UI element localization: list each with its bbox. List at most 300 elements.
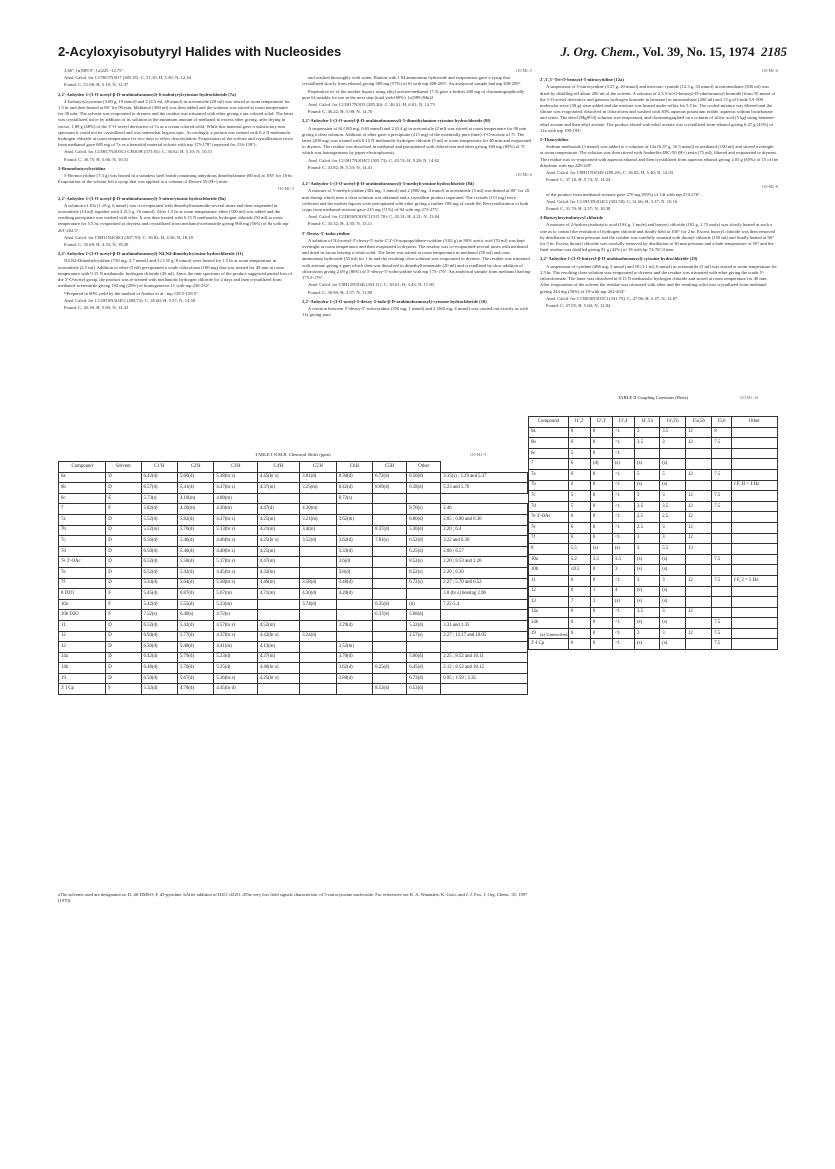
table-cell: 4.08(m)	[214, 493, 257, 504]
table-cell: 7d	[529, 501, 569, 512]
table-cell	[336, 525, 372, 536]
table-cell	[257, 684, 299, 695]
table-cell: 6.58(d)	[407, 483, 441, 494]
table-cell: 5.42(d)	[177, 567, 213, 578]
table-cell: 3.6(d)	[336, 557, 372, 568]
column-header: C5H	[373, 462, 407, 473]
section-heading: 5'-Deoxy-5'-iodocytidine	[302, 230, 350, 236]
table-cell	[373, 620, 407, 631]
table-cell: 0	[590, 501, 612, 512]
table-cell: 7.5	[712, 628, 731, 639]
table-cell: 2.27 ; 5.70 and 6.52	[441, 578, 528, 589]
table-cell: 5.76(d)	[177, 525, 213, 536]
table-cell: 2.5	[635, 522, 660, 533]
table-cell: 5	[568, 501, 590, 512]
paragraph: Found: C, 46.22; H, 5.98; N, 14.70	[308, 109, 373, 115]
table-cell: 5.36(br s)	[214, 673, 257, 684]
table-cell: 3	[660, 628, 686, 639]
table-cell: 2.27 ; 12.17 and 10.05	[441, 631, 528, 642]
paragraph: Found: C, 31.70; H, 3.57; N, 10.38	[546, 206, 611, 212]
table-cell	[731, 448, 777, 459]
table-cell: 5	[660, 469, 686, 480]
table-cell: 19	[529, 628, 569, 639]
table-row	[529, 512, 778, 523]
table-cell: 6.52(d)	[141, 557, 177, 568]
table-cell: 3.88(d)	[336, 673, 372, 684]
table-cell	[300, 663, 336, 674]
table-cell	[407, 493, 441, 504]
column-header: Solvent	[106, 462, 141, 473]
table-cell: 3.58(d)	[300, 578, 336, 589]
paragraph: Anal. Calcd. for C13H17N3O5Cl·CH3OH (375.81): C, 36.62; H, 5.10; N, 10.51	[64, 149, 213, 155]
table-cell: 7.5	[712, 618, 731, 629]
manuscript-ref: J10-ML-6	[761, 68, 778, 73]
table-cell	[300, 493, 336, 504]
table-cell: 3	[635, 544, 660, 555]
table-cell: 19	[59, 673, 106, 684]
table1-footnote: aThe solvents used are designated as: D, d6-DMSO; F, d5-pyridine. bAfter addition of D2O. cD2O. dThe very low field signals characteristic of 5-nitrocytosine nucleoside. For references see K. A. Watanabe, K. Goto, and J. J. Fox, J. Org. Chem., 35, 1997 (1970).	[58, 892, 528, 904]
table-cell	[336, 631, 372, 642]
table-cell: 3	[635, 491, 660, 502]
table-cell: 5.24(d)	[141, 578, 177, 589]
table-cell: 6	[568, 639, 590, 650]
paragraph: N4,N4-Dimethylcytidine (730 mg, 2.7 mmol) and 2 (1.35 g, 8 mmol) were heated for 1.5 hr at room temperature in acetonitrile (2.5 ml). Addition of ether (5 ml) precipitated a crude chloroform (160 mg) that was treated for 40 min at room temperature with 0.15 N methanolic hydrogen chloride (20 ml). Since the nmr spectrum of the product suggested partial loss of the 3'-O-acetyl group, the product was re-treated with methanolic hydrogen chloride for 2 days and then crystallized from methanol-acetonitrile giving 192 mg (28%) of homogeneous 11 with mp 230-232°.	[58, 258, 293, 289]
table-cell: 3	[660, 575, 686, 586]
table-cell: D	[106, 483, 141, 494]
table-cell: 3.5	[660, 427, 686, 438]
table-cell: 6.45(d)	[407, 663, 441, 674]
table-cell: 7e	[529, 522, 569, 533]
table-row	[529, 448, 778, 459]
paragraph: Anal. Calcd. for C17H17N5O7 (385.35): C, 51.10; H, 5.39; N, 12.34	[64, 75, 191, 81]
table-cell	[257, 493, 299, 504]
table-row	[59, 663, 528, 674]
table-cell: 2.46	[441, 504, 528, 515]
table-cell	[731, 544, 777, 555]
table-cell: 6.52(d)	[141, 620, 177, 631]
paragraph: Found: C, 43.82; H, 5.53; N, 14.41	[308, 164, 373, 170]
table-cell: (s)	[660, 586, 686, 597]
table-cell: 3.8(d)	[336, 567, 372, 578]
text-column-3	[540, 68, 778, 403]
table-cell: 2.06 ; 6.57	[441, 546, 528, 557]
table-cell	[373, 631, 407, 642]
table-row	[529, 618, 778, 629]
table-row	[529, 533, 778, 544]
column-header: Other	[731, 417, 777, 428]
table-row	[59, 610, 528, 621]
table-cell: 3.31 and 3.35	[441, 620, 528, 631]
table-cell: 3.4(m)	[300, 525, 336, 536]
table-cell: <1	[612, 427, 634, 438]
table-row	[59, 642, 528, 653]
table-cell	[407, 642, 441, 653]
table-cell: <1	[612, 448, 634, 459]
paragraph: Anal. Calcd. for C11H13N4O4Cl (303.50): C, 31.66; H, 3.37; N, 10.16	[546, 198, 678, 204]
table-cell: 5.30(d)	[407, 525, 441, 536]
table-cell: 4.30(m)	[214, 504, 257, 515]
table-cell: 8.42(d)	[336, 483, 372, 494]
table-cell: 6.72(s)	[407, 578, 441, 589]
table-cell	[373, 504, 407, 515]
table-cell: 6	[568, 427, 590, 438]
paragraph: Found: C, 45.32; H, 4.50; N, 13.11	[308, 221, 373, 227]
table-cell: 5.60(d)	[177, 472, 213, 483]
table-cell: <1	[612, 607, 634, 618]
table-cell: 4.20(m)	[177, 504, 213, 515]
column-header: C1'H	[141, 462, 177, 473]
paragraph: 5-Bromocytidine (7.3 g) was heated in a stainless steel bomb containing anhydrous dimethylamine (80 ml) at 100° for 18 hr. Evaporation of the solvent left a syrup that was applied to a column of Dowex 50 (H+) resin	[58, 173, 293, 185]
table-cell: 4.13(m)	[257, 642, 299, 653]
section-heading: 2,2'-Anhydro-1-(3-O-acetyl-β-D-arabinofuranosyl)-6-isobutyrylcytosine hydrochloride (7a)	[58, 91, 236, 97]
paragraph: 2-Isobutyrylcytosine (3.89 g, 19 mmol) and 2 (4.5 ml, 48 mmol) in acetonitrile (20 ml) was stirred at room temperature for 1.5 hr and then heated at 80° for 90 min. Methanol (300 ml) was then added and the solution was stirred at room temperature for 30 min. The solvent was evaporated to dryness and the residue was triturated with ether giving a tan colored solid. The latter was crystallized twice by addition of its solution in the minimum amount of methanol to excess ether giving, after drying in vacuo, 1.89 g (48%) of the 3'-O-acetyl derivative of 7a as a cream colored solid. While this material gave a satisfactory nmr spectrum it could not be crystallized and was somewhat hygroscopic. Accordingly a portion was treated with 0.2 N methanolic hydrogen chloride at room temperature for two days to effect deacetylation. Evaporation of the solvent and crystallization twice from methanol gave 685 mg of 7a as a beautiful material solvate with mp 175-178° (reported for 154-158°):	[58, 98, 294, 148]
table-row	[59, 673, 528, 684]
table-cell: (s)	[660, 639, 686, 650]
table-cell: 10b D2O	[59, 610, 106, 621]
table-cell: 4	[612, 586, 634, 597]
table-cell	[300, 652, 336, 663]
table-cell: 5.58(d)	[177, 557, 213, 568]
paragraph: Anal. Calcd. for C13H18N3O5Cl (331.75): C, 47.06; H, 5.47; N, 12.67	[546, 295, 678, 301]
paragraph: Found: C, 35.69; H, 4.33; N, 18.29	[64, 242, 129, 248]
table-cell: 7f	[59, 578, 106, 589]
table-cell: 6	[568, 586, 590, 597]
table-cell: 6	[568, 469, 590, 480]
table-cell: 2.25 ; 8.52 and 10.11	[441, 652, 528, 663]
table-cell: 3.5	[635, 607, 660, 618]
table-cell: 4.10(m)	[177, 493, 213, 504]
table-cell: 3.62(d)	[336, 663, 372, 674]
table-cell: 0	[590, 512, 612, 523]
table-cell	[407, 589, 441, 600]
table-cell	[336, 504, 372, 515]
table-cell: 6c	[529, 448, 569, 459]
table-cell: 4.37(br s)	[214, 631, 257, 642]
table-cell: 2.5	[635, 512, 660, 523]
table-cell: D	[106, 567, 141, 578]
table-cell: 7e 3'-OAc	[59, 557, 106, 568]
table-cell: 6	[568, 522, 590, 533]
table-row	[59, 684, 528, 695]
table-cell: 0	[590, 575, 612, 586]
table-row	[529, 554, 778, 565]
table-cell	[731, 512, 777, 523]
table-cell: 4.78(d)	[177, 684, 213, 695]
table-cell: 14a	[59, 652, 106, 663]
table-cell	[712, 565, 731, 576]
column-header: C2'H	[177, 462, 213, 473]
table-cell	[731, 427, 777, 438]
paragraph: A suspension of cytidine (486 mg, 2 mmol) and 18 (1.1 ml, 6 mmol) in acetonitrile (5 ml) was stirred at room temperature for 2.5 hr. The resulting clear solution was evaporated to dryness and the residue was triturated with ether giving the crude 5'-chloroformate. The latter was dissolved in 0.15 N methanolic hydrogen chloride and stored at room temperature for 40 min. After evaporation of the solvent the residue was triturated with ether and the resulting solid was crystallized from methanol giving 344 mg (56%) of 19 with mp 202-204°.	[540, 263, 777, 294]
table-cell: 5.06(d)	[407, 652, 441, 663]
column-header: J2',3'	[590, 417, 612, 428]
table-cell: D	[106, 652, 141, 663]
table-row	[529, 480, 778, 491]
table-cell: 7.81(s)	[373, 536, 407, 547]
table-cell: 0	[590, 533, 612, 544]
table-cell: 3	[660, 533, 686, 544]
table-row	[59, 589, 528, 600]
paragraph: A solution of 10a (1.18 g, 6 mmol) was co-evaporated with dimethylformamide several times and then suspended in acetonitrile (14 ml) together with 2 (5.5 g, 16 mmol). After 1.5 hr at room temperature, ether (100 ml) was added and the resulting precipitate was washed with ether. It was then treated with 0.15 N methanolic hydrogen chloride (50 ml) at room temperature for 5.5 hr, evaporated to dryness and crystallized from methanol-acetonitrile giving 960 mg (56%) of 8a with mp 201-202.5°.	[58, 202, 289, 233]
table-cell: 6b	[529, 438, 569, 449]
section-heading: 2-Butyryloxyisobutyryl chloride	[540, 215, 603, 221]
column-header: J1',2'	[568, 417, 590, 428]
table-cell: J F, H = 4 Hz	[731, 480, 777, 491]
table-cell: 0	[590, 448, 612, 459]
paragraph: Anal. Calcd. for C12H16N3O5Cl (315.70): C, 45.31; H, 4.21; N, 13.04	[308, 214, 440, 220]
table-cell: 6.72(d)	[373, 472, 407, 483]
table-cell: 12	[686, 533, 712, 544]
table-cell	[686, 639, 712, 650]
table-cell: 1	[590, 586, 612, 597]
table-cell: 0	[590, 480, 612, 491]
table-cell: 8.69(d)	[373, 483, 407, 494]
table-cell	[441, 642, 528, 653]
manuscript-ref: J10-ML-3	[277, 186, 294, 192]
table-cell	[441, 610, 528, 621]
table-cell: 5.73(t)	[141, 493, 177, 504]
table-cell: 3	[660, 522, 686, 533]
table-cell: 14b	[529, 618, 569, 629]
table-row	[529, 522, 778, 533]
table-cell	[731, 501, 777, 512]
table-cell: 7.22-5.4	[441, 599, 528, 610]
table-cell: 8.52(s)	[407, 567, 441, 578]
table-cell: 3' I Cp	[59, 684, 106, 695]
table-row	[59, 599, 528, 610]
table-cell: 11	[59, 620, 106, 631]
table-cell: 4.37(m)	[257, 483, 299, 494]
table-cell: 6	[568, 480, 590, 491]
table-cell: 6	[568, 575, 590, 586]
table-cell: 7.5	[712, 639, 731, 650]
paragraph: of the product from methanol-acetone gave 270 mg (85%) of 14f with mp 274-276°.	[546, 191, 702, 197]
table-cell	[731, 438, 777, 449]
paragraph: A mixture of 2-hydroxyisobutyric acid (104 g, 1 mole) and butyryl chloride (182 g, 1.75 mole) was slowly heated at such a rate as to control the evolution of hydrogen chloride and finally held at 100° for 2 hr. Excess butyryl chloride was then removed by distillation at 52 mm pressure and the residue was carefully warmed with thionyl chloride (150 ml) and finally heated at 60° for 5 hr. Excess thionyl chloride was carefully removed by distillation at 30 mm pressure and a bath temperature of 50° and the final residue was distilled giving 81 g (42%) of 18 with bp 74-76°/4 mm.	[540, 222, 775, 253]
paragraph: Anal. Calcd. for C11H17N4O4Cl (305.73): C, 43.74; H, 5.28; N, 14.82	[308, 157, 440, 163]
table-cell	[731, 607, 777, 618]
table-cell: 3.33(d)	[336, 546, 372, 557]
table-cell: (s)	[612, 597, 634, 608]
table-cell: F	[106, 504, 141, 515]
table-cell	[300, 642, 336, 653]
table-cell: 6	[568, 533, 590, 544]
table-cell: 6.80(d)	[407, 514, 441, 525]
paragraph: A suspension of 6f (185 mg, 0.65 mmol) and 2 (0.4 g) in acetonitrile (2 ml) was stirred at room temperature for 90 min giving a clear solution. Addition of ether gave a precipitate (215 mg) of the essentially pure (nmr) 3'-O-acetate of 7f. The latter (200 mg) was treated with 0.15 N methanolic hydrogen chloride (5 ml) at room temperature for 40 min and evaporated to dryness. The residue was dissolved in methanol and precipitated with chloroform and ether giving 160 mg (85%) of 7f which was homogeneous by paper electrophoresis.	[302, 125, 532, 156]
table-cell: 3.15(s) ; 5.29 and 5.37	[441, 472, 528, 483]
table-cell: 3.21(m)	[300, 514, 336, 525]
table-row	[59, 493, 528, 504]
table-cell: 8	[712, 427, 731, 438]
table-cell: 4.45(br s)	[214, 567, 257, 578]
paragraph: Found: C, 47.05; H, 5.60; N, 12.84	[546, 302, 611, 308]
table-cell: 4.32(m)	[257, 567, 299, 578]
table-cell: 7a	[529, 469, 569, 480]
table-cell: 3.22 and 6.30	[441, 536, 528, 547]
text-column-1	[58, 68, 294, 448]
table-cell: 7	[59, 504, 106, 515]
table-cell: 7	[568, 597, 590, 608]
column-header: C5'H	[300, 462, 336, 473]
paragraph: Found: C, 36.75; H, 5.66; N, 10.31	[64, 156, 129, 162]
table-cell: (s)	[660, 565, 686, 576]
table-cell: 7e	[59, 567, 106, 578]
table-cell	[373, 589, 407, 600]
table-cell: 7.5	[712, 575, 731, 586]
table-cell	[300, 684, 336, 695]
table-cell: D	[106, 642, 141, 653]
table-cell: 7f	[529, 533, 569, 544]
table-cell: 3.70(d)	[336, 652, 372, 663]
table-cell: 4.25(m)	[257, 514, 299, 525]
table-cell: 5.52(m)	[141, 525, 177, 536]
column-header: C3'H	[214, 462, 257, 473]
table-cell: 3.74(d)	[300, 599, 336, 610]
paragraph: Anal. Calcd. for C8H11N3O4S (289.20): C, 36.82; H, 5.40; N, 14.33	[546, 170, 674, 176]
table-cell	[300, 673, 336, 684]
table-cell: 5.13(br s)	[214, 525, 257, 536]
table-cell: 4.25(m)	[257, 546, 299, 557]
table-cell: 7.5	[712, 501, 731, 512]
table-cell: D	[106, 557, 141, 568]
table1-ref: J10-ML-9	[470, 452, 487, 457]
table-row	[59, 567, 528, 578]
table-cell: (s)	[660, 480, 686, 491]
table-cell: 7e 3'-OAc	[529, 512, 569, 523]
table-cell: (s)	[635, 459, 660, 470]
table-cell: 4.47(d)	[257, 504, 299, 515]
table-cell: 5.38(br s)	[214, 578, 257, 589]
table-cell: 0	[590, 491, 612, 502]
paragraph: Preparative tlc of the mother liquors using ethyl acetate-methanol (7:3) gave a further 200 mg of chromatographically pure 6f suitable for use in the next step (total yield 69%). [α]589 (Mn)2	[302, 88, 525, 100]
table-cell: 2.57(s)	[407, 631, 441, 642]
table-cell: 4.41(m)	[214, 642, 257, 653]
table-cell: 6	[568, 607, 590, 618]
section-heading: 2,2'-Anhydro-1-(3-O-acetyl-β-D-arabinofuranosyl)-5-nitrocytosine hydrochloride (8a)	[58, 195, 226, 201]
table-cell: 6c	[59, 493, 106, 504]
table-cell	[686, 586, 712, 597]
table-cell: 8.52(s)	[407, 557, 441, 568]
table-cell: 12	[686, 501, 712, 512]
table-cell	[731, 597, 777, 608]
table-row	[59, 472, 528, 483]
table-cell: 6.52(d)	[141, 567, 177, 578]
paragraph: Found: C, 45.39; H, 5.60; N, 14.33	[64, 304, 129, 310]
paragraph: A reaction between 5'-deoxy-5'-iodocytidine (350 mg, 1 mmol) and 2 (360 mg, 4 mmol) was carried out exactly as with 11a giving pure	[302, 305, 528, 318]
table-cell: 14a	[529, 607, 569, 618]
table-cell	[712, 459, 731, 470]
table-cell: (s)	[635, 639, 660, 650]
table-cell: 6.37(d)	[373, 610, 407, 621]
table-cell: 0	[590, 469, 612, 480]
table-cell: 7c	[529, 491, 569, 502]
table-cell	[712, 448, 731, 459]
table-cell: 5	[568, 491, 590, 502]
table-cell	[373, 673, 407, 684]
table-cell: 0	[590, 427, 612, 438]
table-cell	[373, 514, 407, 525]
table-cell: 5.40(d)	[177, 546, 213, 557]
table-cell: 4.57(br s)	[214, 620, 257, 631]
table-cell: <1	[612, 469, 634, 480]
table-cell: 10b	[529, 565, 569, 576]
table-cell: (s)	[635, 480, 660, 491]
table-cell: D	[106, 546, 141, 557]
table-cell: 12	[686, 491, 712, 502]
table-cell	[712, 586, 731, 597]
table-cell: 7b	[529, 480, 569, 491]
table-cell: 2.12 ; 8.52 and 10.12	[441, 663, 528, 674]
table-cell: 6.53(d)	[407, 684, 441, 695]
table-cell: (s)	[635, 565, 660, 576]
paragraph: A solution of N4-acetyl-5'-deoxy-5'-iodo-2',3'-O-isopropylidene-cytidine (3.02 g) in 90% acetic acid (70 ml) was kept overnight at room temperature and then evaporated to dryness. The residue was co-evaporated several times with methanol and dried in vacuo leaving a white solid. The latter was stirred at room temperature in methanol (50 ml) and conc. ammonium hydroxide (35 ml) for 1 hr and the resulting clear solution was evaporated to dryness. The residue was triturated with acetone giving a gum which then was dissolved in dimethylformamide (20 ml) and crystallized by slow addition of chloroform giving 2.09 g (86%) of 5'-deoxy-5'-iodocytidine with mp 175-176°. An analytical sample from methanol had mp 175.5-176°.	[302, 237, 531, 281]
table-cell	[686, 480, 712, 491]
volume-info: , Vol. 39, No. 15, 1974	[636, 44, 755, 59]
table-cell: D	[106, 578, 141, 589]
section-heading: 2,2'-Anhydro-1-(3-O-acetyl-5-deoxy-5-iodo-β-D-arabinofuranosyl)-cytosine hydrochloride (10)	[302, 298, 487, 304]
table-cell: F	[106, 610, 141, 621]
table-cell: 12	[686, 427, 712, 438]
table-row	[59, 514, 528, 525]
table-cell: 4.47(br s)	[214, 514, 257, 525]
table-cell	[300, 620, 336, 631]
table-cell: 5.25(d)	[214, 663, 257, 674]
table-cell: 5.64(d)	[177, 578, 213, 589]
paragraph: and washed thoroughly with water. Elution with 1 M ammonium hydroxide and evaporation gave a syrup that crystallized slowly from ethanol giving 389 mg (57%) of 6f with mp 208-209°. An analytical sample had mp 208-209°.	[302, 75, 522, 87]
page-number: 2185	[761, 44, 787, 59]
table-cell: ≤0.5	[568, 565, 590, 576]
table-cell: 13	[59, 642, 106, 653]
paragraph: Sodium methoxide (3 mmol) was added to a solution of 12a (6.47 g, 10.3 mmol) in methanol (100 ml) and stirred overnight at room temperature. The solution was then stirred with Amberlite IRC-50 (H+) resin (75 ml), filtered and evaporated to dryness. The residue was co-evaporated with aqueous ethanol and then crystallized from aqueous ethanol giving 2.05 g (65%) of 15 of the dihydrate with mp 228-229°.	[540, 144, 778, 168]
table-row	[529, 607, 778, 618]
table-cell: 7.5	[712, 554, 731, 565]
table-cell	[441, 684, 528, 695]
manuscript-ref: J10-ML-5	[515, 68, 532, 73]
paragraph: 3.60°, [α]589 0°, [α]225 -12.75°.	[64, 68, 125, 73]
table-cell: 7c	[59, 536, 106, 547]
table-cell: 5.17(br s)	[214, 557, 257, 568]
section-heading: 2',3',5'-Tri-O-benzoyl-5-nitrocytidine (12a)	[540, 77, 624, 83]
table-row	[529, 597, 778, 608]
table-cell: (s)	[590, 544, 612, 555]
nmr-shift-table	[58, 461, 528, 695]
table-cell: 2.20 ; 6.4	[441, 525, 528, 536]
table-cell	[712, 607, 731, 618]
table-cell: 5.5	[660, 544, 686, 555]
table-cell: 6b	[59, 483, 106, 494]
table-cell: 7.52(s)	[141, 610, 177, 621]
table-cell: 8.30(d)	[336, 472, 372, 483]
table-cell: D	[106, 620, 141, 631]
table-cell: <1	[612, 533, 634, 544]
table-cell: D	[106, 525, 141, 536]
table-cell: 3.81(d)	[300, 472, 336, 483]
coupling-constant-table	[528, 416, 778, 650]
table-cell: 5.68(d)	[407, 610, 441, 621]
table-row	[59, 483, 528, 494]
table-cell: 6.25(d)	[373, 663, 407, 674]
section-heading: 2,2'-Anhydro-1-(3-O-acetyl-β-D-arabinofuranosyl)-N4,N4-dimethylcytosine hydrochloride (11)	[58, 251, 244, 257]
table-cell	[731, 533, 777, 544]
table-cell: 3.62(m)	[336, 514, 372, 525]
table-cell: 3.48(d)	[336, 578, 372, 589]
table-cell: 4.72(s)	[214, 610, 257, 621]
table-cell: 6.42(d)	[141, 472, 177, 483]
table-header-row	[59, 462, 528, 473]
table-cell: <1	[612, 522, 634, 533]
table-cell: <1	[612, 480, 634, 491]
table-cell: 5.82(d)	[141, 504, 177, 515]
